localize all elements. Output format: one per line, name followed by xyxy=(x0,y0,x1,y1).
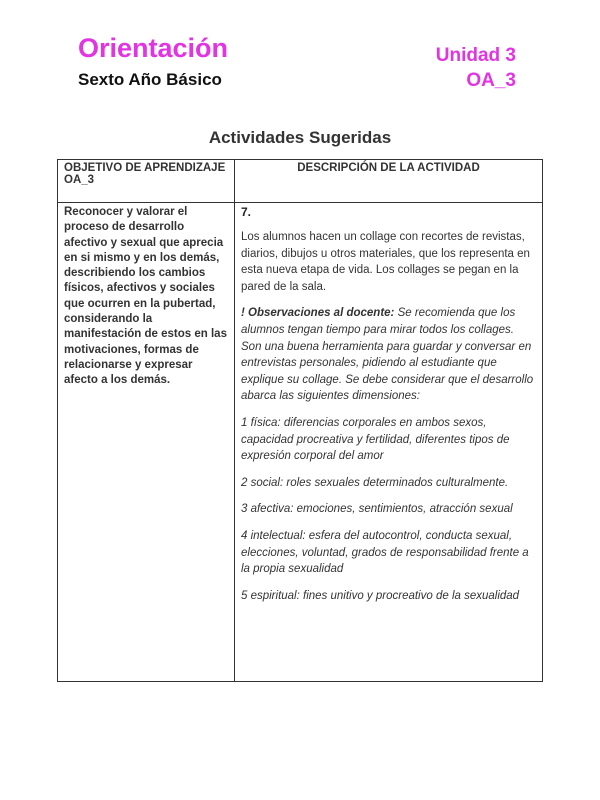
page-subtitle: Sexto Año Básico xyxy=(78,70,222,89)
dimension-item: 4 intelectual: esfera del autocontrol, conducta sexual, elecciones, voluntad, grados de responsabilidad frente a la propia sexualidad xyxy=(241,529,529,576)
observations-text: Se recomienda que los alumnos tengan tiempo para mirar todos los collages. Son una buena herramienta para guardar y conversar en entrevistas personales, pidiendo al estudiante que explique su collage. Se debe considerar que el desarrollo abarca las siguientes dimensiones: xyxy=(241,307,534,403)
objective-cell: Reconocer y valorar el proceso de desarrollo afectivo y sexual que aprecia en si mismo y en los demás, describiendo los cambios físicos, afectivos y sociales que ocurren en la pubertad, considerando la manifestación de estos en las motivaciones, formas de relacionarse y expresar afecto a los demás. xyxy=(58,203,235,682)
observations-paragraph xyxy=(241,305,536,405)
observations-label: ! Observaciones al docente: xyxy=(241,307,395,320)
oa-label: OA_3 xyxy=(466,70,516,91)
objective-column-header: OBJETIVO DE APRENDIZAJE OA_3 xyxy=(58,160,235,203)
dimension-item: 3 afectiva: emociones, sentimientos, atracción sexual xyxy=(241,503,513,516)
dimension-item: 5 espiritual: fines unitivo y procreativo de la sexualidad xyxy=(241,589,520,602)
table-header-row xyxy=(58,160,543,203)
description-column-header: DESCRIPCIÓN DE LA ACTIVIDAD xyxy=(235,160,543,203)
activities-table xyxy=(57,159,543,682)
unit-label: Unidad 3 xyxy=(435,45,516,66)
activity-number: 7. xyxy=(241,205,252,219)
section-title: Actividades Sugeridas xyxy=(208,128,392,147)
table-row xyxy=(58,203,543,682)
activity-text: Los alumnos hacen un collage con recortes de revistas, diarios, dibujos u otros materiales, que los representa en esta nueva etapa de vida. Los collages se pegan en la pared de la sala. xyxy=(241,231,530,293)
description-cell xyxy=(235,203,543,682)
dimension-item: 1 física: diferencias corporales en ambos sexos, capacidad procreativa y fertilidad, diferentes tipos de expresión corporal del amor xyxy=(241,416,510,463)
page-title: Orientación xyxy=(78,33,229,63)
dimension-item: 2 social: roles sexuales determinados culturalmente. xyxy=(241,476,509,489)
